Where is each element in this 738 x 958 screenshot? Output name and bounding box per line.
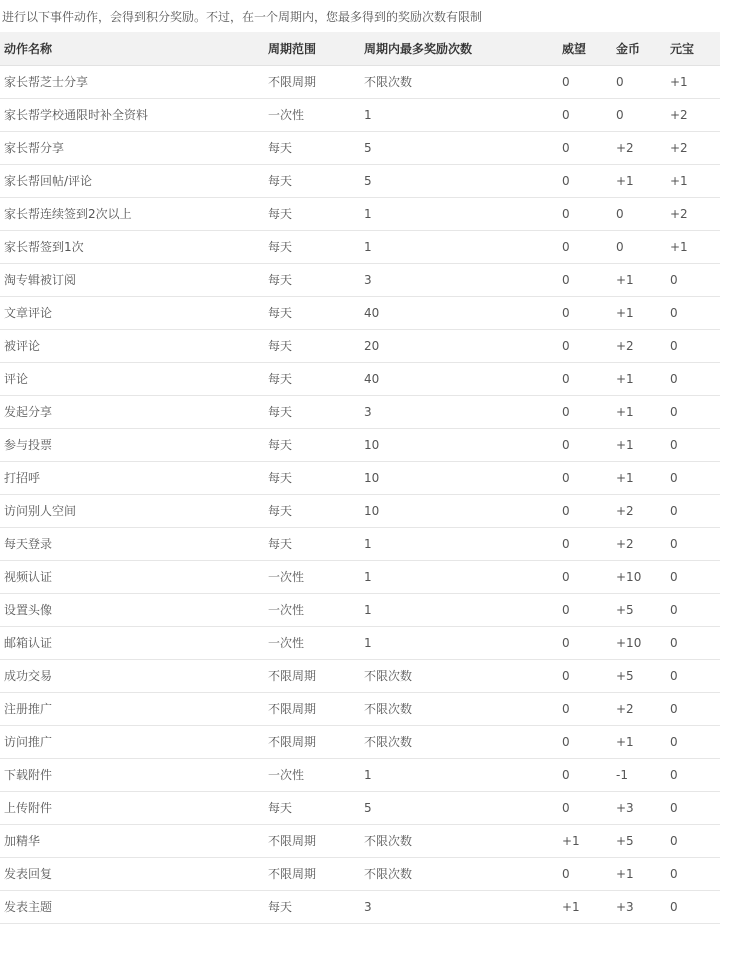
cell-prestige: 0	[558, 659, 612, 692]
cell-gold: 0	[612, 65, 666, 98]
table-body	[0, 65, 720, 923]
cell-yuanbao: 0	[666, 263, 720, 296]
intro-text: 进行以下事件动作，会得到积分奖励。不过，在一个周期内，您最多得到的奖励次数有限制	[2, 10, 483, 24]
cell-cycle: 每天	[264, 164, 360, 197]
cell-max-rewards: 5	[360, 791, 558, 824]
table-row	[0, 329, 720, 362]
cell-yuanbao: 0	[666, 461, 720, 494]
cell-cycle: 每天	[264, 494, 360, 527]
cell-prestige: 0	[558, 98, 612, 131]
table-row	[0, 65, 720, 98]
cell-action: 家长帮回帖/评论	[0, 164, 264, 197]
cell-max-rewards: 1	[360, 758, 558, 791]
cell-max-rewards: 1	[360, 527, 558, 560]
cell-cycle: 一次性	[264, 560, 360, 593]
header-action: 动作名称	[0, 32, 264, 65]
cell-action: 注册推广	[0, 692, 264, 725]
cell-gold: +10	[612, 560, 666, 593]
cell-yuanbao: +1	[666, 164, 720, 197]
cell-gold: +1	[612, 395, 666, 428]
cell-cycle: 不限周期	[264, 824, 360, 857]
cell-gold: +1	[612, 725, 666, 758]
cell-yuanbao: +1	[666, 65, 720, 98]
cell-prestige: 0	[558, 494, 612, 527]
cell-yuanbao: 0	[666, 428, 720, 461]
cell-gold: -1	[612, 758, 666, 791]
cell-gold: 0	[612, 98, 666, 131]
cell-yuanbao: 0	[666, 560, 720, 593]
cell-cycle: 一次性	[264, 626, 360, 659]
cell-max-rewards: 3	[360, 263, 558, 296]
cell-cycle: 一次性	[264, 593, 360, 626]
cell-max-rewards: 不限次数	[360, 659, 558, 692]
table-row	[0, 98, 720, 131]
cell-prestige: 0	[558, 428, 612, 461]
table-row	[0, 230, 720, 263]
cell-yuanbao: 0	[666, 395, 720, 428]
cell-yuanbao: 0	[666, 296, 720, 329]
table-header-row	[0, 32, 720, 65]
cell-gold: 0	[612, 230, 666, 263]
cell-prestige: 0	[558, 197, 612, 230]
cell-action: 成功交易	[0, 659, 264, 692]
cell-max-rewards: 10	[360, 461, 558, 494]
cell-cycle: 每天	[264, 230, 360, 263]
table-row	[0, 428, 720, 461]
cell-max-rewards: 不限次数	[360, 725, 558, 758]
cell-action: 上传附件	[0, 791, 264, 824]
header-cycle: 周期范围	[264, 32, 360, 65]
cell-action: 家长帮连续签到2次以上	[0, 197, 264, 230]
cell-max-rewards: 1	[360, 593, 558, 626]
cell-max-rewards: 40	[360, 296, 558, 329]
cell-max-rewards: 1	[360, 230, 558, 263]
table-row	[0, 626, 720, 659]
cell-max-rewards: 不限次数	[360, 692, 558, 725]
cell-gold: +1	[612, 857, 666, 890]
cell-prestige: 0	[558, 65, 612, 98]
cell-action: 评论	[0, 362, 264, 395]
cell-cycle: 不限周期	[264, 725, 360, 758]
cell-gold: +2	[612, 527, 666, 560]
cell-max-rewards: 1	[360, 98, 558, 131]
cell-prestige: +1	[558, 890, 612, 923]
cell-cycle: 一次性	[264, 758, 360, 791]
cell-gold: +1	[612, 461, 666, 494]
cell-yuanbao: 0	[666, 692, 720, 725]
cell-action: 下载附件	[0, 758, 264, 791]
cell-gold: +3	[612, 890, 666, 923]
cell-prestige: 0	[558, 725, 612, 758]
table-row	[0, 263, 720, 296]
cell-prestige: 0	[558, 329, 612, 362]
cell-cycle: 不限周期	[264, 659, 360, 692]
cell-action: 发起分享	[0, 395, 264, 428]
cell-cycle: 不限周期	[264, 65, 360, 98]
cell-max-rewards: 3	[360, 890, 558, 923]
cell-cycle: 每天	[264, 527, 360, 560]
table-row	[0, 461, 720, 494]
cell-prestige: 0	[558, 395, 612, 428]
cell-action: 文章评论	[0, 296, 264, 329]
cell-gold: +2	[612, 329, 666, 362]
table-row	[0, 164, 720, 197]
cell-gold: +3	[612, 791, 666, 824]
cell-prestige: 0	[558, 692, 612, 725]
cell-gold: +1	[612, 263, 666, 296]
cell-action: 加精华	[0, 824, 264, 857]
cell-cycle: 每天	[264, 329, 360, 362]
table-row	[0, 857, 720, 890]
cell-prestige: 0	[558, 164, 612, 197]
table-row	[0, 593, 720, 626]
cell-prestige: 0	[558, 461, 612, 494]
cell-prestige: 0	[558, 131, 612, 164]
cell-cycle: 每天	[264, 263, 360, 296]
cell-action: 打招呼	[0, 461, 264, 494]
cell-cycle: 不限周期	[264, 692, 360, 725]
cell-action: 家长帮芝士分享	[0, 65, 264, 98]
cell-action: 淘专辑被订阅	[0, 263, 264, 296]
cell-action: 发表主题	[0, 890, 264, 923]
cell-yuanbao: 0	[666, 659, 720, 692]
cell-prestige: 0	[558, 263, 612, 296]
cell-max-rewards: 1	[360, 560, 558, 593]
cell-action: 家长帮签到1次	[0, 230, 264, 263]
cell-gold: 0	[612, 197, 666, 230]
cell-yuanbao: 0	[666, 593, 720, 626]
cell-action: 设置头像	[0, 593, 264, 626]
cell-gold: +2	[612, 692, 666, 725]
cell-gold: +1	[612, 164, 666, 197]
cell-yuanbao: +1	[666, 230, 720, 263]
cell-action: 参与投票	[0, 428, 264, 461]
cell-action: 每天登录	[0, 527, 264, 560]
table-row	[0, 758, 720, 791]
cell-max-rewards: 10	[360, 428, 558, 461]
cell-prestige: 0	[558, 230, 612, 263]
cell-yuanbao: 0	[666, 758, 720, 791]
cell-gold: +2	[612, 131, 666, 164]
table-row	[0, 131, 720, 164]
cell-prestige: 0	[558, 560, 612, 593]
cell-cycle: 每天	[264, 131, 360, 164]
cell-max-rewards: 5	[360, 164, 558, 197]
cell-prestige: 0	[558, 626, 612, 659]
table-row	[0, 527, 720, 560]
cell-action: 访问别人空间	[0, 494, 264, 527]
cell-gold: +5	[612, 593, 666, 626]
header-yuanbao: 元宝	[666, 32, 720, 65]
credit-rules-table	[0, 32, 720, 924]
cell-yuanbao: 0	[666, 329, 720, 362]
cell-cycle: 每天	[264, 461, 360, 494]
cell-gold: +5	[612, 659, 666, 692]
cell-cycle: 不限周期	[264, 857, 360, 890]
cell-cycle: 每天	[264, 362, 360, 395]
cell-action: 家长帮学校通限时补全资料	[0, 98, 264, 131]
header-prestige: 威望	[558, 32, 612, 65]
cell-prestige: 0	[558, 362, 612, 395]
cell-yuanbao: +2	[666, 197, 720, 230]
cell-action: 被评论	[0, 329, 264, 362]
cell-prestige: 0	[558, 593, 612, 626]
cell-max-rewards: 20	[360, 329, 558, 362]
cell-yuanbao: +2	[666, 98, 720, 131]
table-row	[0, 197, 720, 230]
cell-action: 家长帮分享	[0, 131, 264, 164]
cell-cycle: 每天	[264, 296, 360, 329]
cell-action: 视频认证	[0, 560, 264, 593]
table-row	[0, 692, 720, 725]
cell-prestige: +1	[558, 824, 612, 857]
cell-cycle: 每天	[264, 428, 360, 461]
cell-yuanbao: 0	[666, 494, 720, 527]
table-row	[0, 494, 720, 527]
table-row	[0, 296, 720, 329]
cell-max-rewards: 1	[360, 626, 558, 659]
cell-cycle: 每天	[264, 791, 360, 824]
cell-yuanbao: +2	[666, 131, 720, 164]
cell-prestige: 0	[558, 296, 612, 329]
cell-action: 邮箱认证	[0, 626, 264, 659]
cell-yuanbao: 0	[666, 362, 720, 395]
cell-yuanbao: 0	[666, 626, 720, 659]
cell-cycle: 每天	[264, 395, 360, 428]
header-gold: 金币	[612, 32, 666, 65]
cell-max-rewards: 1	[360, 197, 558, 230]
table-row	[0, 659, 720, 692]
cell-gold: +1	[612, 428, 666, 461]
cell-action: 访问推广	[0, 725, 264, 758]
cell-gold: +1	[612, 296, 666, 329]
header-max-rewards: 周期内最多奖励次数	[360, 32, 558, 65]
cell-max-rewards: 10	[360, 494, 558, 527]
table-row	[0, 362, 720, 395]
cell-prestige: 0	[558, 791, 612, 824]
cell-yuanbao: 0	[666, 890, 720, 923]
cell-gold: +1	[612, 362, 666, 395]
cell-yuanbao: 0	[666, 527, 720, 560]
cell-gold: +10	[612, 626, 666, 659]
cell-cycle: 每天	[264, 890, 360, 923]
table-row	[0, 824, 720, 857]
cell-yuanbao: 0	[666, 725, 720, 758]
cell-prestige: 0	[558, 758, 612, 791]
cell-gold: +5	[612, 824, 666, 857]
cell-max-rewards: 5	[360, 131, 558, 164]
cell-yuanbao: 0	[666, 857, 720, 890]
cell-cycle: 每天	[264, 197, 360, 230]
cell-max-rewards: 不限次数	[360, 857, 558, 890]
cell-gold: +2	[612, 494, 666, 527]
table-row	[0, 890, 720, 923]
cell-yuanbao: 0	[666, 824, 720, 857]
cell-max-rewards: 3	[360, 395, 558, 428]
cell-max-rewards: 不限次数	[360, 65, 558, 98]
table-row	[0, 725, 720, 758]
cell-cycle: 一次性	[264, 98, 360, 131]
cell-prestige: 0	[558, 527, 612, 560]
cell-action: 发表回复	[0, 857, 264, 890]
cell-max-rewards: 40	[360, 362, 558, 395]
cell-prestige: 0	[558, 857, 612, 890]
cell-yuanbao: 0	[666, 791, 720, 824]
cell-max-rewards: 不限次数	[360, 824, 558, 857]
table-row	[0, 560, 720, 593]
table-row	[0, 395, 720, 428]
table-row	[0, 791, 720, 824]
